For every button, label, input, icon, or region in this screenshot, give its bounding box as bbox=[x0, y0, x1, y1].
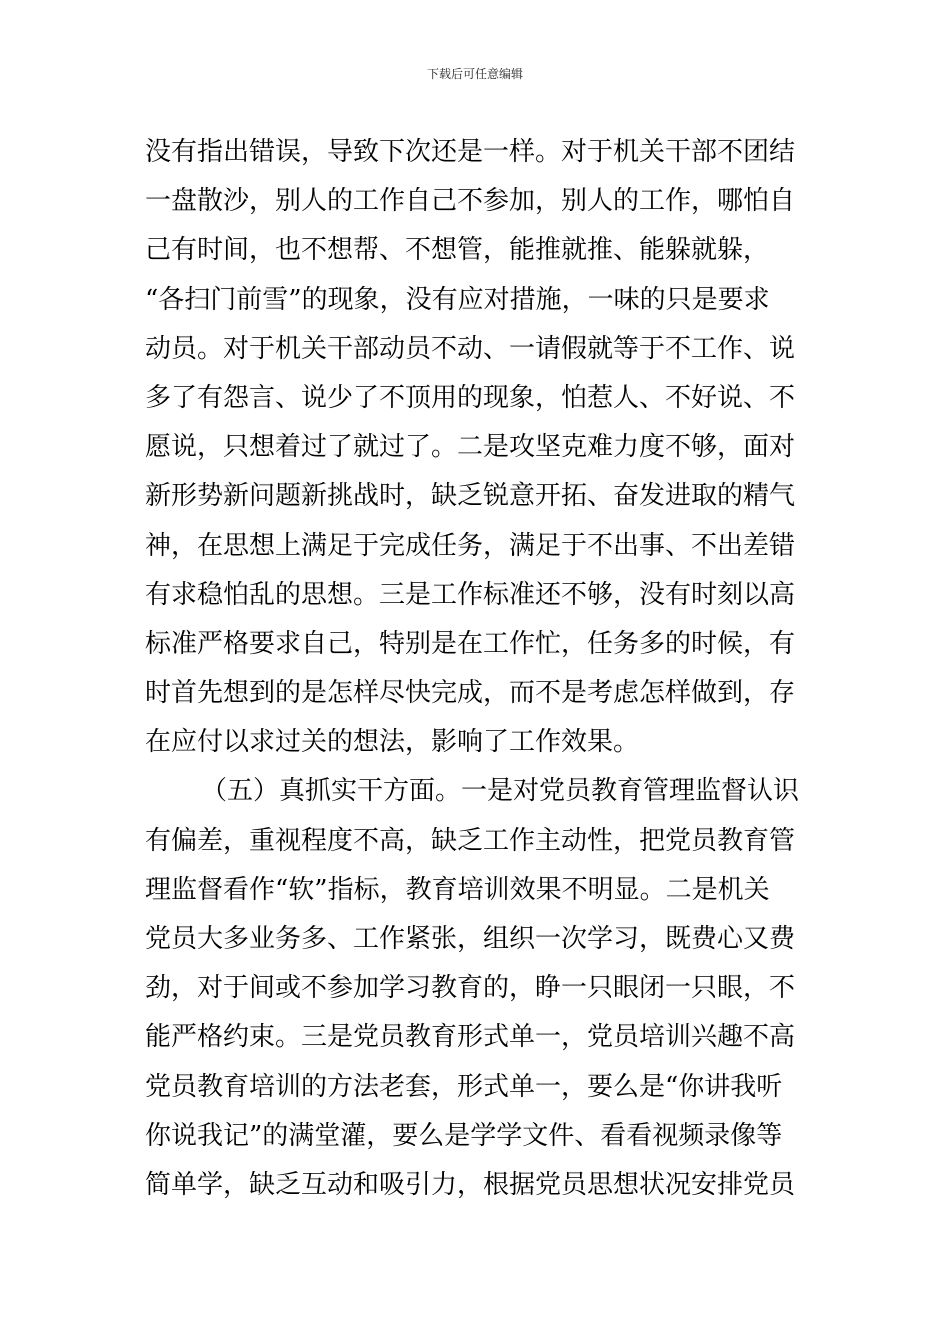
paragraph-2 bbox=[145, 767, 815, 1210]
text-line: 动员。对于机关干部动员不动、一请假就等于不工作、说 bbox=[145, 333, 796, 364]
text-line: 党员教育培训的方法老套，形式单一，要么是“你讲我听 bbox=[145, 1071, 783, 1102]
text-line: 在应付以求过关的想法，影响了工作效果。 bbox=[145, 727, 640, 758]
text-line: 神，在思想上满足于完成任务，满足于不出事、不出差错 bbox=[145, 530, 796, 561]
text-line: 己有时间，也不想帮、不想管，能推就推、能躲就躲， bbox=[145, 235, 770, 266]
text-line: 时首先想到的是怎样尽快完成，而不是考虑怎样做到，存 bbox=[145, 678, 796, 709]
text-line: 愿说，只想着过了就过了。二是攻坚克难力度不够，面对 bbox=[145, 432, 796, 463]
text-line: 有偏差，重视程度不高，缺乏工作主动性，把党员教育管 bbox=[145, 825, 796, 856]
text-line: 标准严格要求自己，特别是在工作忙，任务多的时候，有 bbox=[145, 628, 796, 659]
page-header: 下载后可任意编辑 bbox=[426, 67, 523, 81]
text-line: “各扫门前雪”的现象，没有应对措施，一味的只是要求 bbox=[145, 284, 770, 315]
document-body bbox=[145, 128, 815, 1210]
text-line: 你说我记”的满堂灌，要么是学学文件、看看视频录像等 bbox=[145, 1120, 783, 1151]
text-line: 简单学，缺乏互动和吸引力，根据党员思想状况安排党员 bbox=[145, 1169, 796, 1200]
paragraph-1 bbox=[145, 128, 815, 767]
text-line: 有求稳怕乱的思想。三是工作标准还不够，没有时刻以高 bbox=[145, 579, 796, 610]
text-line: （五）真抓实干方面。一是对党员教育管理监督认识 bbox=[201, 776, 800, 807]
text-line: 一盘散沙，别人的工作自己不参加，别人的工作，哪怕自 bbox=[145, 186, 796, 217]
text-line: 多了有怨言、说少了不顶用的现象，怕惹人、不好说、不 bbox=[145, 382, 796, 413]
text-line: 没有指出错误，导致下次还是一样。对于机关干部不团结 bbox=[145, 137, 796, 167]
text-line: 新形势新问题新挑战时，缺乏锐意开拓、奋发进取的精气 bbox=[145, 481, 796, 512]
text-line: 劲，对于间或不参加学习教育的，睁一只眼闭一只眼，不 bbox=[145, 973, 796, 1004]
text-line: 能严格约束。三是党员教育形式单一，党员培训兴趣不高 bbox=[145, 1022, 796, 1053]
text-line: 理监督看作“软”指标，教育培训效果不明显。二是机关 bbox=[145, 874, 770, 905]
text-line: 党员大多业务多、工作紧张，组织一次学习，既费心又费 bbox=[145, 924, 796, 954]
